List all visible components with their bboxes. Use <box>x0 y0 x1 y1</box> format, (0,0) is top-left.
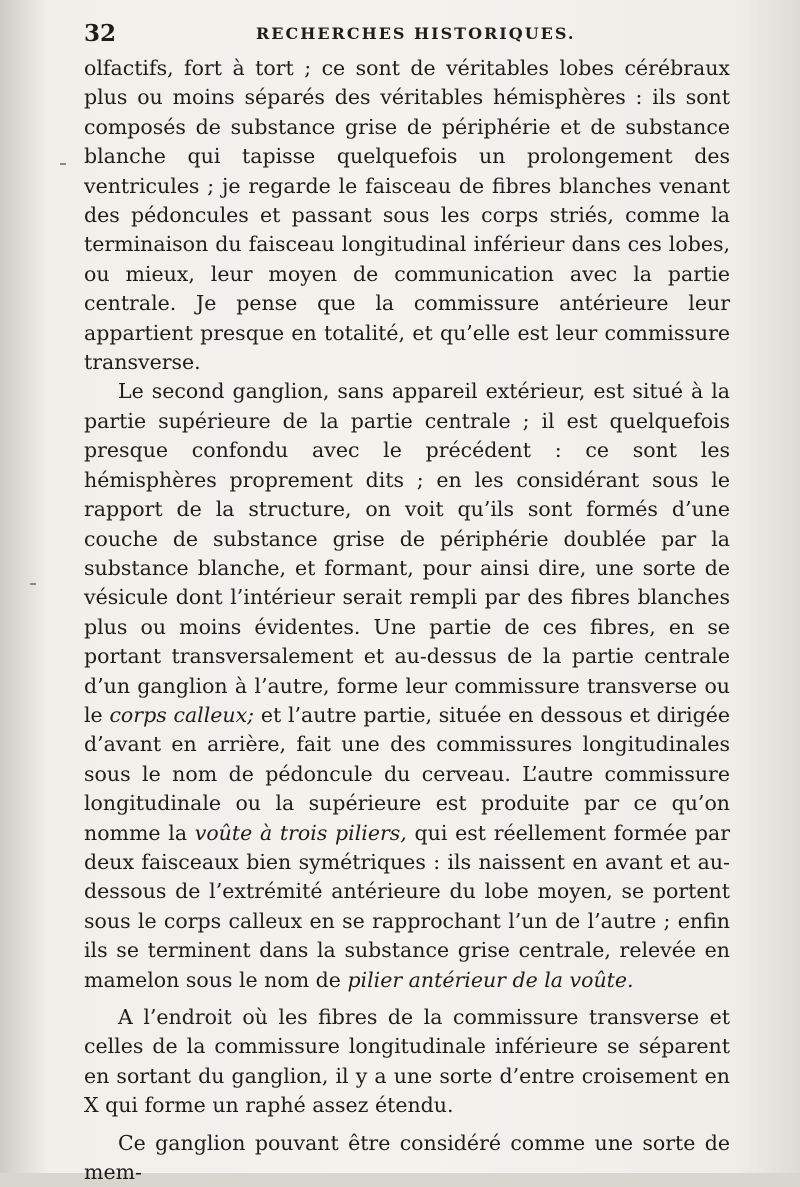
italic-run: pilier antérieur de la voûte. <box>347 967 634 992</box>
italic-run: corps calleux; <box>109 702 255 727</box>
text-run: olfactifs, fort à tort ; ce sont de véritables lobes cérébraux plus ou moins séparés des véritables hémisphères : ils sont composés de substance grise de périphérie et de substance blanche qui tapisse quelquefois un prolongement des ventricules ; je regarde le faisceau de fibres blanches venant des pédoncules et passant sous les corps striés, comme la terminaison du faisceau longitudinal inférieur dans ces lobes, ou mieux, leur moyen de communication avec la partie centrale. Je pense que la commissure antérieure leur appartient presque en totalité, et qu’elle est leur commissure transverse. <box>84 56 730 375</box>
text-run: qui est réellement formée par deux faisceaux bien symétriques : ils naissent en avant et au-dessous de l’extrémité antérieure du lobe moyen, se portent sous le corps calleux en se rapprochant l’un de l’autre ; enfin ils se terminent dans la substance grise centrale, relevée en mamelon sous le nom de <box>84 820 731 992</box>
running-head: RECHERCHES HISTORIQUES. <box>256 24 576 43</box>
text-run: A l’endroit où les fibres de la commissure transverse et celles de la commissure longitudinale inférieure se séparent en sortant du ganglion, il y a une sorte d’entre croisement en X qui forme un raphé assez étendu. <box>84 1005 730 1118</box>
italic-run: voûte à trois piliers, <box>194 820 407 845</box>
paragraph <box>84 1129 730 1187</box>
page-header <box>84 20 730 48</box>
paragraph <box>84 1003 730 1121</box>
text-run: et l’autre partie, située en dessous et dirigée d’avant en arrière, fait une des commissures longitudinales sous le nom de pédoncule du cerveau. L’autre commissure longitudinale ou la supérieure est produite par ce qu’on nomme la <box>84 702 730 845</box>
margin-mark <box>30 583 36 585</box>
page-number: 32 <box>84 20 117 47</box>
margin-mark <box>60 163 66 165</box>
text-body <box>84 54 730 1187</box>
text-run: Ce ganglion pouvant être considéré comme une sorte de mem- <box>84 1130 730 1185</box>
paragraph <box>84 377 730 995</box>
paragraph <box>84 54 730 377</box>
text-run: Le second ganglion, sans appareil extérieur, est situé à la partie supérieure de la partie centrale ; il est quelquefois presque confondu avec le précédent : ce sont les hémisphères proprement dits ; en les considérant sous le rapport de la structure, on voit qu’ils sont formés d’une couche de substance grise de périphérie doublée par la substance blanche, et formant, pour ainsi dire, une sorte de vésicule dont l’intérieur serait rempli par des fibres blanches plus ou moins évidentes. Une partie de ces fibres, en se portant transversalement et au-dessus de la partie centrale d’un ganglion à l’autre, forme leur commissure transverse ou le <box>84 379 730 727</box>
